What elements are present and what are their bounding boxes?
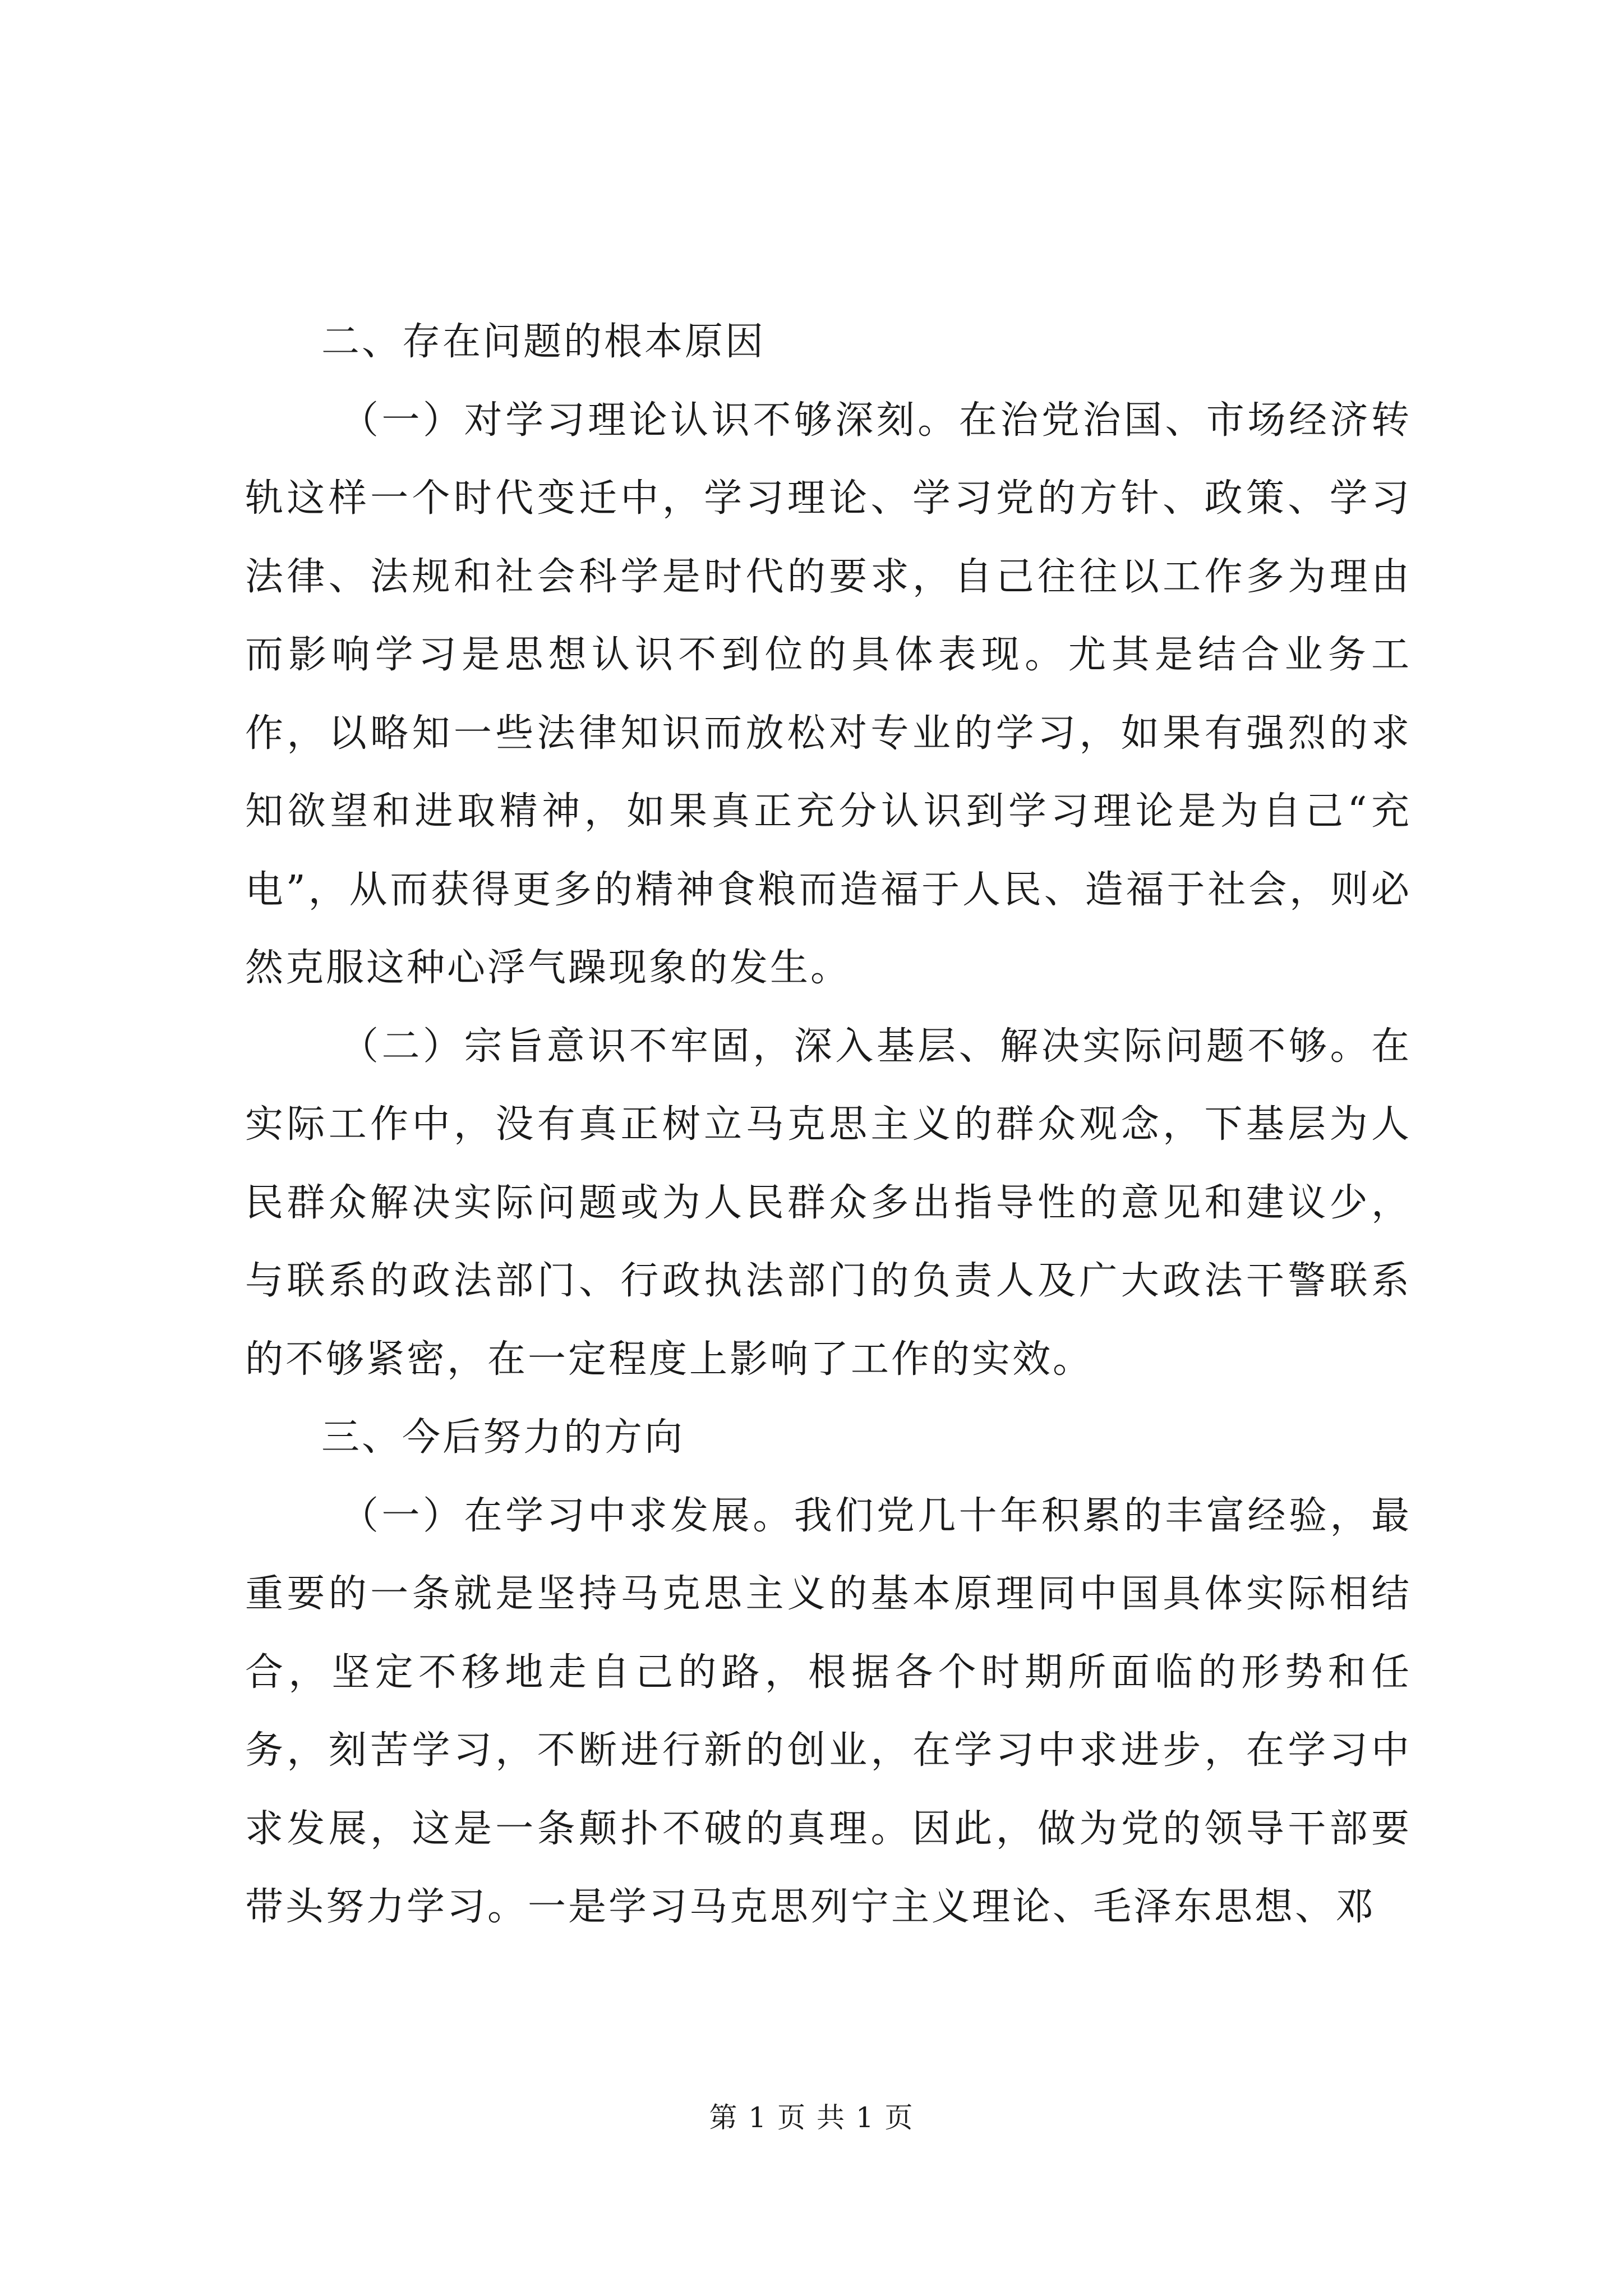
document-body (245, 303, 1412, 1947)
paragraph-cause-1: （一）对学习理论认识不够深刻。在治党治国、市场经济转轨这样一个时代变迁中，学习理论、学习党的方针、政策、学习法律、法规和社会科学是时代的要求，自己往往以工作多为理由而影响学习是思想认识不到位的具体表现。尤其是结合业务工作，以略知一些法律知识而放松对专业的学习，如果有强烈的求知欲望和进取精神，如果真正充分认识到学习理论是为自己“充电”，从而获得更多的精神食粮而造福于人民、造福于社会，则必然克服这种心浮气躁现象的发生。 (245, 398, 1412, 990)
section-heading-causes: 二、存在问题的根本原因 (321, 320, 766, 364)
paragraph-cause-2: （二）宗旨意识不牢固，深入基层、解决实际问题不够。在实际工作中，没有真正树立马克思主义的群众观念，下基层为人民群众解决实际问题或为人民群众多出指导性的意见和建议少，与联系的政法部门、行政执法部门的负责人及广大政法干警联系的不够紧密，在一定程度上影响了工作的实效。 (245, 1024, 1412, 1382)
section-heading-direction: 三、今后努力的方向 (321, 1415, 685, 1460)
paragraph-direction-1: （一）在学习中求发展。我们党几十年积累的丰富经验，最重要的一条就是坚持马克思主义的基本原理同中国具体实际相结合，坚定不移地走自己的路，根据各个时期所面临的形势和任务，刻苦学习，不断进行新的创业，在学习中求进步，在学习中求发展，这是一条颠扑不破的真理。因此，做为党的领导干部要带头努力学习。一是学习马克思列宁主义理论、毛泽东思想、邓 (245, 1493, 1412, 1929)
page-footer: 第 1 页 共 1 页 (709, 2101, 914, 2134)
